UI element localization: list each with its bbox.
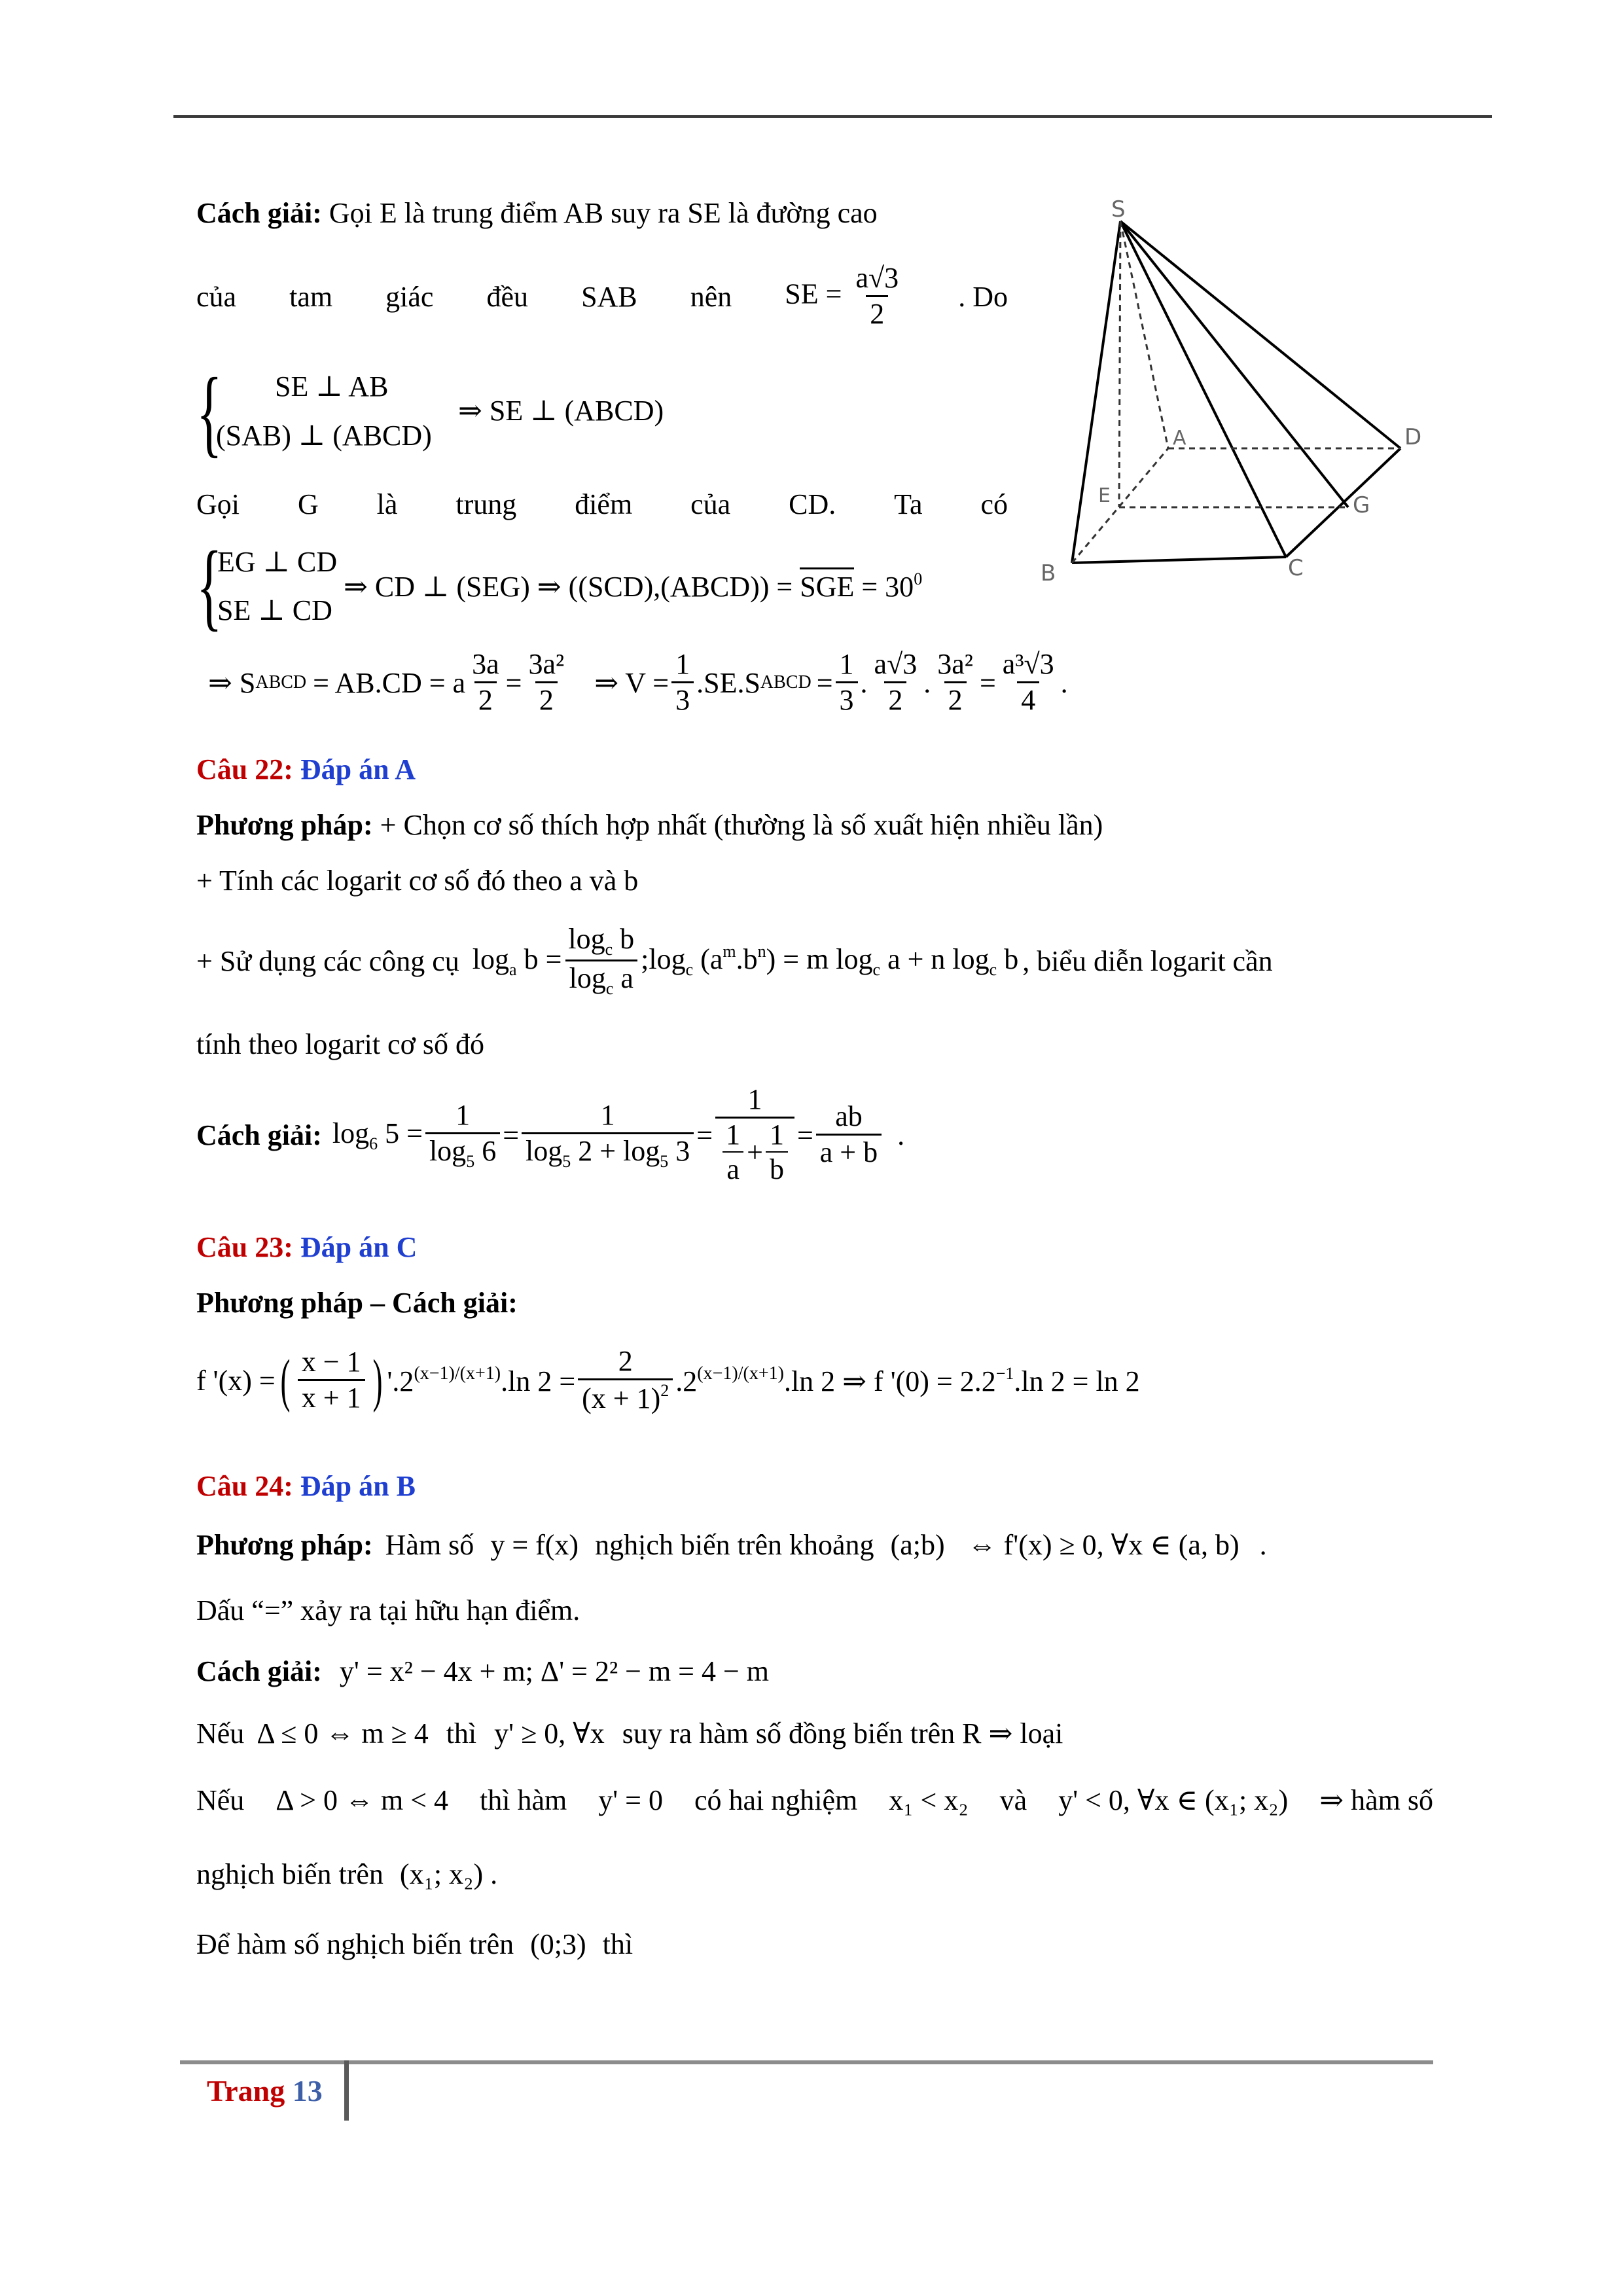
vol-res-num: a³√3 xyxy=(1002,648,1054,680)
cg-line1 xyxy=(196,196,878,230)
neu2-f4: y' < 0, ∀x ∈ (x₁; x₂) xyxy=(1058,1784,1289,1816)
vol-c-num: 3a² xyxy=(937,648,973,680)
cg-line2 xyxy=(196,262,1008,331)
q24-pp-f1: y = f(x) xyxy=(490,1529,579,1561)
sys1-b: (SAB) ⊥ (ABCD) xyxy=(216,420,432,452)
area-f1-den: 2 xyxy=(474,681,497,718)
neu2-a: Nếu xyxy=(196,1784,245,1816)
sys2-deg: 0 xyxy=(914,569,923,588)
nb-f: (x₁; x₂) xyxy=(399,1858,484,1890)
neu1-c: suy ra hàm số đồng biến trên R xyxy=(622,1717,982,1749)
sys2-angle: SGE xyxy=(800,567,854,603)
word: điểm xyxy=(575,488,633,520)
label-g: G xyxy=(1353,492,1370,518)
brace-1: { xyxy=(196,358,223,467)
edge-bc xyxy=(1072,557,1286,563)
neu2-b: thì hàm xyxy=(480,1784,567,1816)
sys2-b: SE ⊥ CD xyxy=(217,594,332,626)
q24-heading xyxy=(196,1469,416,1503)
q22-pp xyxy=(196,808,1103,842)
q23-answer: Đáp án C xyxy=(300,1231,418,1263)
do-text: . Do xyxy=(958,280,1008,313)
word: Gọi xyxy=(196,488,240,520)
q22-line3-post: , biểu diễn logarit cần xyxy=(1022,944,1273,977)
area-mid: = AB.CD = a xyxy=(313,666,466,699)
word: giác xyxy=(385,280,434,313)
q23-heading xyxy=(196,1230,417,1264)
pyramid-figure xyxy=(1027,193,1453,599)
q24-pp-text1: Hàm số xyxy=(385,1529,474,1561)
word: nên xyxy=(690,280,732,313)
vol-sub: ABCD xyxy=(760,672,812,693)
sys2-a: EG ⊥ CD xyxy=(217,546,338,578)
q24-nb xyxy=(196,1857,497,1891)
neu2-f: Δ > 0 ⇔ m < 4 xyxy=(276,1784,449,1816)
q22-cg-label: Cách giải: xyxy=(196,1119,322,1151)
word: có xyxy=(980,488,1008,520)
q23-pp-label: Phương pháp – Cách giải: xyxy=(196,1287,518,1319)
q24-line2: Dấu “=” xảy ra tại hữu hạn điểm. xyxy=(196,1594,580,1626)
label-e: E xyxy=(1098,484,1111,507)
q24-pp-f2: (a;b) xyxy=(890,1529,945,1561)
page-footer xyxy=(207,2073,323,2108)
neu1-d: ⇒ loại xyxy=(988,1717,1063,1749)
q22-title: Câu 22: xyxy=(196,753,293,785)
word: là xyxy=(376,488,398,520)
neu1-b: thì xyxy=(446,1717,477,1749)
q24-cg-label: Cách giải: xyxy=(196,1655,322,1687)
label-a: A xyxy=(1173,427,1186,450)
q22-line3-pre: + Sử dụng các công cụ xyxy=(196,944,459,977)
neu2-c: có hai nghiệm xyxy=(694,1784,858,1816)
edge-se xyxy=(1119,221,1120,507)
q24-neu2 xyxy=(196,1784,1433,1817)
se-num: a√3 xyxy=(855,262,899,294)
sys2-result xyxy=(344,569,922,603)
label-s: S xyxy=(1111,196,1126,223)
vol-eq: = xyxy=(816,666,833,699)
se-formula xyxy=(785,262,905,331)
q24-pp-dot: . xyxy=(1259,1529,1267,1561)
area-f2 xyxy=(524,648,568,717)
label-d: D xyxy=(1404,424,1422,450)
q22-line3: + Sử dụng các công cụ $\log_a b$ = $\frac{\log_c b}{\log_c a}$ $;\log_c$ $(a^m.b^n) = m$ $\log_c a + n$ $\log_c b$ , biểu diễn logarit cần xyxy=(196,923,1273,998)
se-fraction xyxy=(851,262,902,331)
last-a: Để hàm số nghịch biến trên xyxy=(196,1928,514,1960)
se-den: 2 xyxy=(866,295,888,332)
vol-lhs: ⇒ V = xyxy=(594,666,669,699)
neu2-d: và xyxy=(999,1784,1027,1816)
word: trung xyxy=(455,488,517,520)
q24-answer: Đáp án B xyxy=(300,1470,416,1502)
vol-f xyxy=(671,648,694,717)
sys2-result-text: ⇒ CD ⊥ (SEG) ⇒ ((SCD),(ABCD)) = xyxy=(344,571,793,603)
vol-res xyxy=(999,648,1058,717)
vol-a-num: 1 xyxy=(839,648,854,680)
cg-text: Gọi E là trung điểm AB suy ra SE là đường cao xyxy=(329,197,878,229)
last-b: thì xyxy=(602,1928,633,1960)
word: SAB xyxy=(581,280,637,313)
q22-line2: + Tính các logarit cơ số đó theo a và b xyxy=(196,865,639,897)
edge-sb xyxy=(1072,221,1120,563)
q24-pp-f3: ⇔ f'(x) ≥ 0, ∀x ∈ (a, b) xyxy=(967,1529,1240,1561)
nb-text: nghịch biến trên xyxy=(196,1858,383,1890)
q22-cg: Cách giải: $\log_6 5$ = $\frac{1}{\log_5 6}$ = $\frac{1}{\log_5 2 + \log_5 3}$ = 1 $\frac{1}{a}$ + $\frac{1}{b}$ = $\frac{ab}{a + b}$ . xyxy=(196,1083,904,1187)
q24-pp xyxy=(196,1528,1267,1562)
page-label: Trang xyxy=(207,2074,285,2108)
q22-pp-label: Phương pháp: xyxy=(196,809,373,841)
area-f2-den: 2 xyxy=(535,681,558,718)
sys1-a: SE ⊥ AB xyxy=(275,370,389,403)
vol-res-den: 4 xyxy=(1017,681,1039,718)
q23-title: Câu 23: xyxy=(196,1231,293,1263)
q24-title: Câu 24: xyxy=(196,1470,293,1502)
q22-answer: Đáp án A xyxy=(300,753,416,785)
word: Ta xyxy=(894,488,923,520)
word: của xyxy=(196,280,237,313)
q24-cg-formula: y' = x² − 4x + m; Δ' = 2² − m = 4 − m xyxy=(339,1655,770,1687)
end-dot: . xyxy=(1060,666,1068,699)
vol-b xyxy=(870,648,921,717)
neu1-a: Nếu xyxy=(196,1717,245,1749)
vol-f-den: 3 xyxy=(671,681,694,718)
vol-b-den: 2 xyxy=(884,681,906,718)
area-lhs: ⇒ S xyxy=(208,666,256,699)
word: tam xyxy=(289,280,333,313)
q24-pp-text2: nghịch biến trên khoảng xyxy=(595,1529,874,1561)
header-rule xyxy=(173,115,1492,118)
q24-pp-label: Phương pháp: xyxy=(196,1529,373,1561)
neu2-f3: x₁ < x₂ xyxy=(889,1784,969,1816)
word: đều xyxy=(486,280,529,313)
footer-separator xyxy=(344,2060,349,2121)
sys2-value: = 30 xyxy=(861,571,914,603)
neu2-f2: y' = 0 xyxy=(598,1784,663,1816)
vol-f-num: 1 xyxy=(675,648,690,680)
edge-cd xyxy=(1286,448,1400,557)
vol-mid: .SE.S xyxy=(696,666,760,699)
word: G xyxy=(297,488,319,520)
label-c: C xyxy=(1288,555,1304,581)
q24-neu1 xyxy=(196,1717,1063,1750)
sys1-result: ⇒ SE ⊥ (ABCD) xyxy=(458,395,664,427)
area-f1-num: 3a xyxy=(472,648,499,680)
q22-heading xyxy=(196,753,416,786)
last-f: (0;3) xyxy=(530,1928,586,1960)
se-lhs: SE = xyxy=(785,278,842,310)
q24-last xyxy=(196,1928,633,1961)
area-eq: = xyxy=(505,666,522,699)
vol-a xyxy=(836,648,858,717)
word: của xyxy=(690,488,731,520)
neu1-f: Δ ≤ 0 ⇔ m ≥ 4 xyxy=(257,1717,429,1749)
vol-c xyxy=(933,648,977,717)
q24-cg xyxy=(196,1655,769,1688)
goi-g-line xyxy=(196,488,1008,521)
vol-b-num: a√3 xyxy=(874,648,918,680)
nb-dot: . xyxy=(490,1858,498,1890)
label-b: B xyxy=(1041,560,1056,586)
area-f2-num: 3a² xyxy=(528,648,565,680)
q23-formula: f '(x) = ( $\frac{x - 1}{x + 1}$ ) '$.2^{(x-1)/(x+1)}.\ln$ 2 = $\frac{2}{(x + 1)^2}$ $.2^{(x-1)/(x+1)}.\ln$ 2 ⇒ f '$(0) = 2.2^{-1}.\ln$ 2 = ln 2 xyxy=(196,1345,1140,1416)
vol-a-den: 3 xyxy=(836,681,858,718)
footer-rule xyxy=(180,2060,1433,2064)
q22-log-frac: $\frac{\log_c b}{\log_c a}$ xyxy=(564,923,638,999)
neu2-e: ⇒ hàm số xyxy=(1319,1784,1433,1816)
q22-pp-text: + Chọn cơ số thích hợp nhất (thường là số xuất hiện nhiều lần) xyxy=(380,809,1103,841)
vol-c-den: 2 xyxy=(944,681,967,718)
area-sub: ABCD xyxy=(255,672,307,693)
edge-sd xyxy=(1120,221,1400,448)
word: CD. xyxy=(789,488,836,520)
cg-label: Cách giải: xyxy=(196,197,322,229)
q22-line4: tính theo logarit cơ số đó xyxy=(196,1028,484,1060)
brace-2: { xyxy=(196,531,223,640)
area-f1 xyxy=(468,648,503,717)
area-volume-line: ⇒ S ABCD = AB.CD = a $\frac{3a}{2}$ = $\frac{\text{3a²}}{2}$ ⇒ V = $\frac{1}{3}$ .SE.S ABCD = $\frac{1}{3}$ . $\frac{a√3}{2}$ . $\frac{\text{3a²}}{2}$ = $\frac{\text{a³√3}}{4}$ . xyxy=(208,648,1068,717)
neu1-f2: y' ≥ 0, ∀x xyxy=(494,1717,605,1749)
page-number: 13 xyxy=(292,2074,323,2108)
